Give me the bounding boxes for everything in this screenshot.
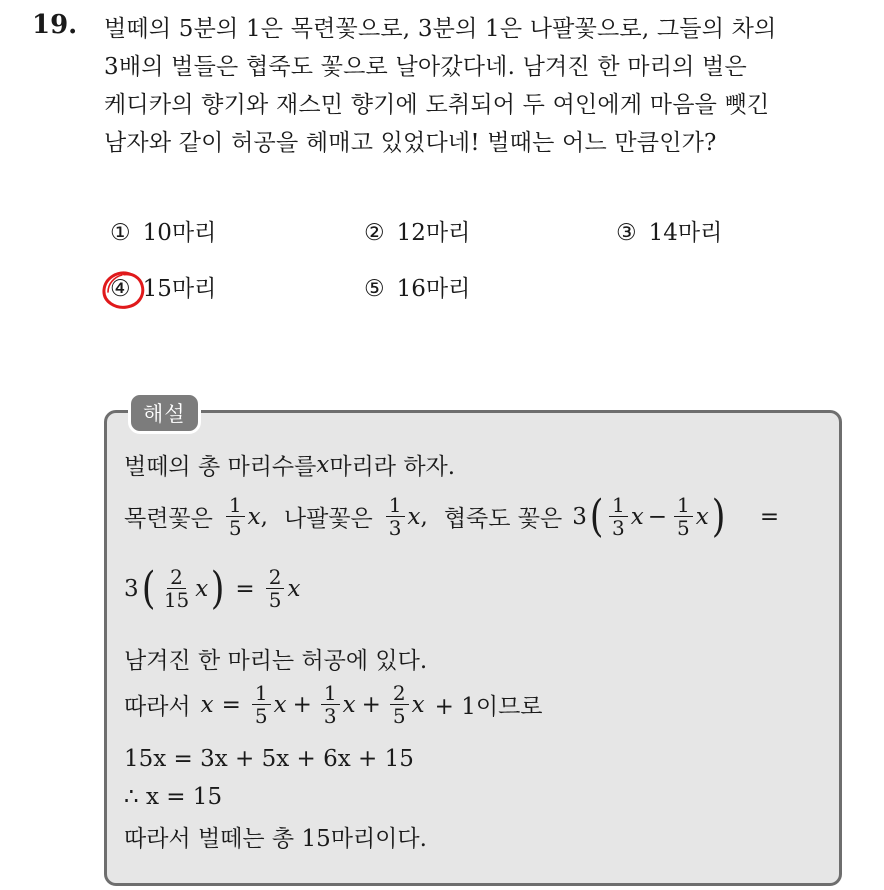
sol-var: x — [316, 451, 330, 478]
solution-line-4: 남겨진 한 마리는 허공에 있다. — [124, 648, 428, 674]
choice-label: 12마리 — [396, 220, 471, 246]
sol-text: 벌떼의 총 마리수를 — [124, 454, 317, 480]
fraction: $\frac{1}{5}$ — [252, 682, 271, 727]
solution-line-2: 목련꽃은 $\frac{1}{5}$ x , 나팔꽃은 $\frac{1}{3}$ x , 협죽도 꽃은 3 ( $\frac{1}{3}$ x − $\frac{1}{5}$ x ) = — [124, 490, 780, 542]
sol-text: 협죽도 꽃은 — [443, 506, 563, 532]
choice-number: ② — [364, 220, 385, 246]
solution-tab: 해설 — [128, 392, 201, 434]
question-line: 3배의 벌들은 협죽도 꽃으로 날아갔다네. 남겨진 한 마리의 벌은 — [104, 54, 747, 80]
choice-number: ① — [110, 220, 131, 246]
question-number: 19. — [32, 10, 78, 40]
question-line: 케디카의 향기와 재스민 향기에 도취되어 두 여인에게 마음을 뺏긴 — [104, 92, 770, 118]
solution-line-1 — [124, 448, 455, 481]
fraction: $\frac{1}{3}$ — [386, 494, 405, 539]
answer-circle-icon — [100, 268, 148, 312]
solution-line-8: 따라서 벌떼는 총 15마리이다. — [124, 826, 427, 852]
choice-label: 15마리 — [142, 276, 217, 302]
solution-line-5: 따라서 x = $\frac{1}{5}$ x + $\frac{1}{3}$ x + $\frac{2}{5}$ x + 1이므로 — [124, 681, 543, 728]
sol-text: 목련꽃은 — [124, 506, 213, 532]
fraction: $\frac{1}{3}$ — [609, 494, 628, 539]
choice-1[interactable] — [110, 218, 216, 248]
choice-3[interactable] — [616, 218, 722, 248]
choice-number: ④ — [110, 276, 131, 302]
fraction: $\frac{1}{3}$ — [321, 682, 340, 727]
solution-line-3: 3 ( $\frac{2}{15}$ x ) = $\frac{2}{5}$ x — [124, 562, 301, 614]
solution-line-7: ∴ x = 15 — [124, 784, 223, 810]
question-text — [104, 10, 864, 162]
choice-label: 14마리 — [648, 220, 723, 246]
fraction: $\frac{1}{5}$ — [674, 494, 693, 539]
fraction: $\frac{1}{5}$ — [226, 494, 245, 539]
sol-text: 나팔꽃은 — [283, 506, 373, 532]
solution-line-6: 15x = 3x + 5x + 6x + 15 — [124, 746, 414, 772]
question-line: 벌떼의 5분의 1은 목련꽃으로, 3분의 1은 나팔꽃으로, 그들의 차의 — [104, 16, 777, 42]
choice-2[interactable] — [364, 218, 470, 248]
fraction: $\frac{2}{5}$ — [266, 566, 285, 611]
choice-label: 16마리 — [396, 276, 471, 302]
choice-number: ③ — [616, 220, 637, 246]
choice-5[interactable] — [364, 274, 470, 304]
choice-label: 10마리 — [142, 220, 217, 246]
choice-number: ⑤ — [364, 276, 385, 302]
fraction: $\frac{2}{15}$ — [163, 565, 190, 612]
question-line: 남자와 같이 허공을 헤매고 있었다네! 벌때는 어느 만큼인가? — [104, 130, 717, 156]
sol-text: 마리라 하자. — [329, 454, 456, 480]
fraction: $\frac{2}{5}$ — [390, 682, 409, 727]
